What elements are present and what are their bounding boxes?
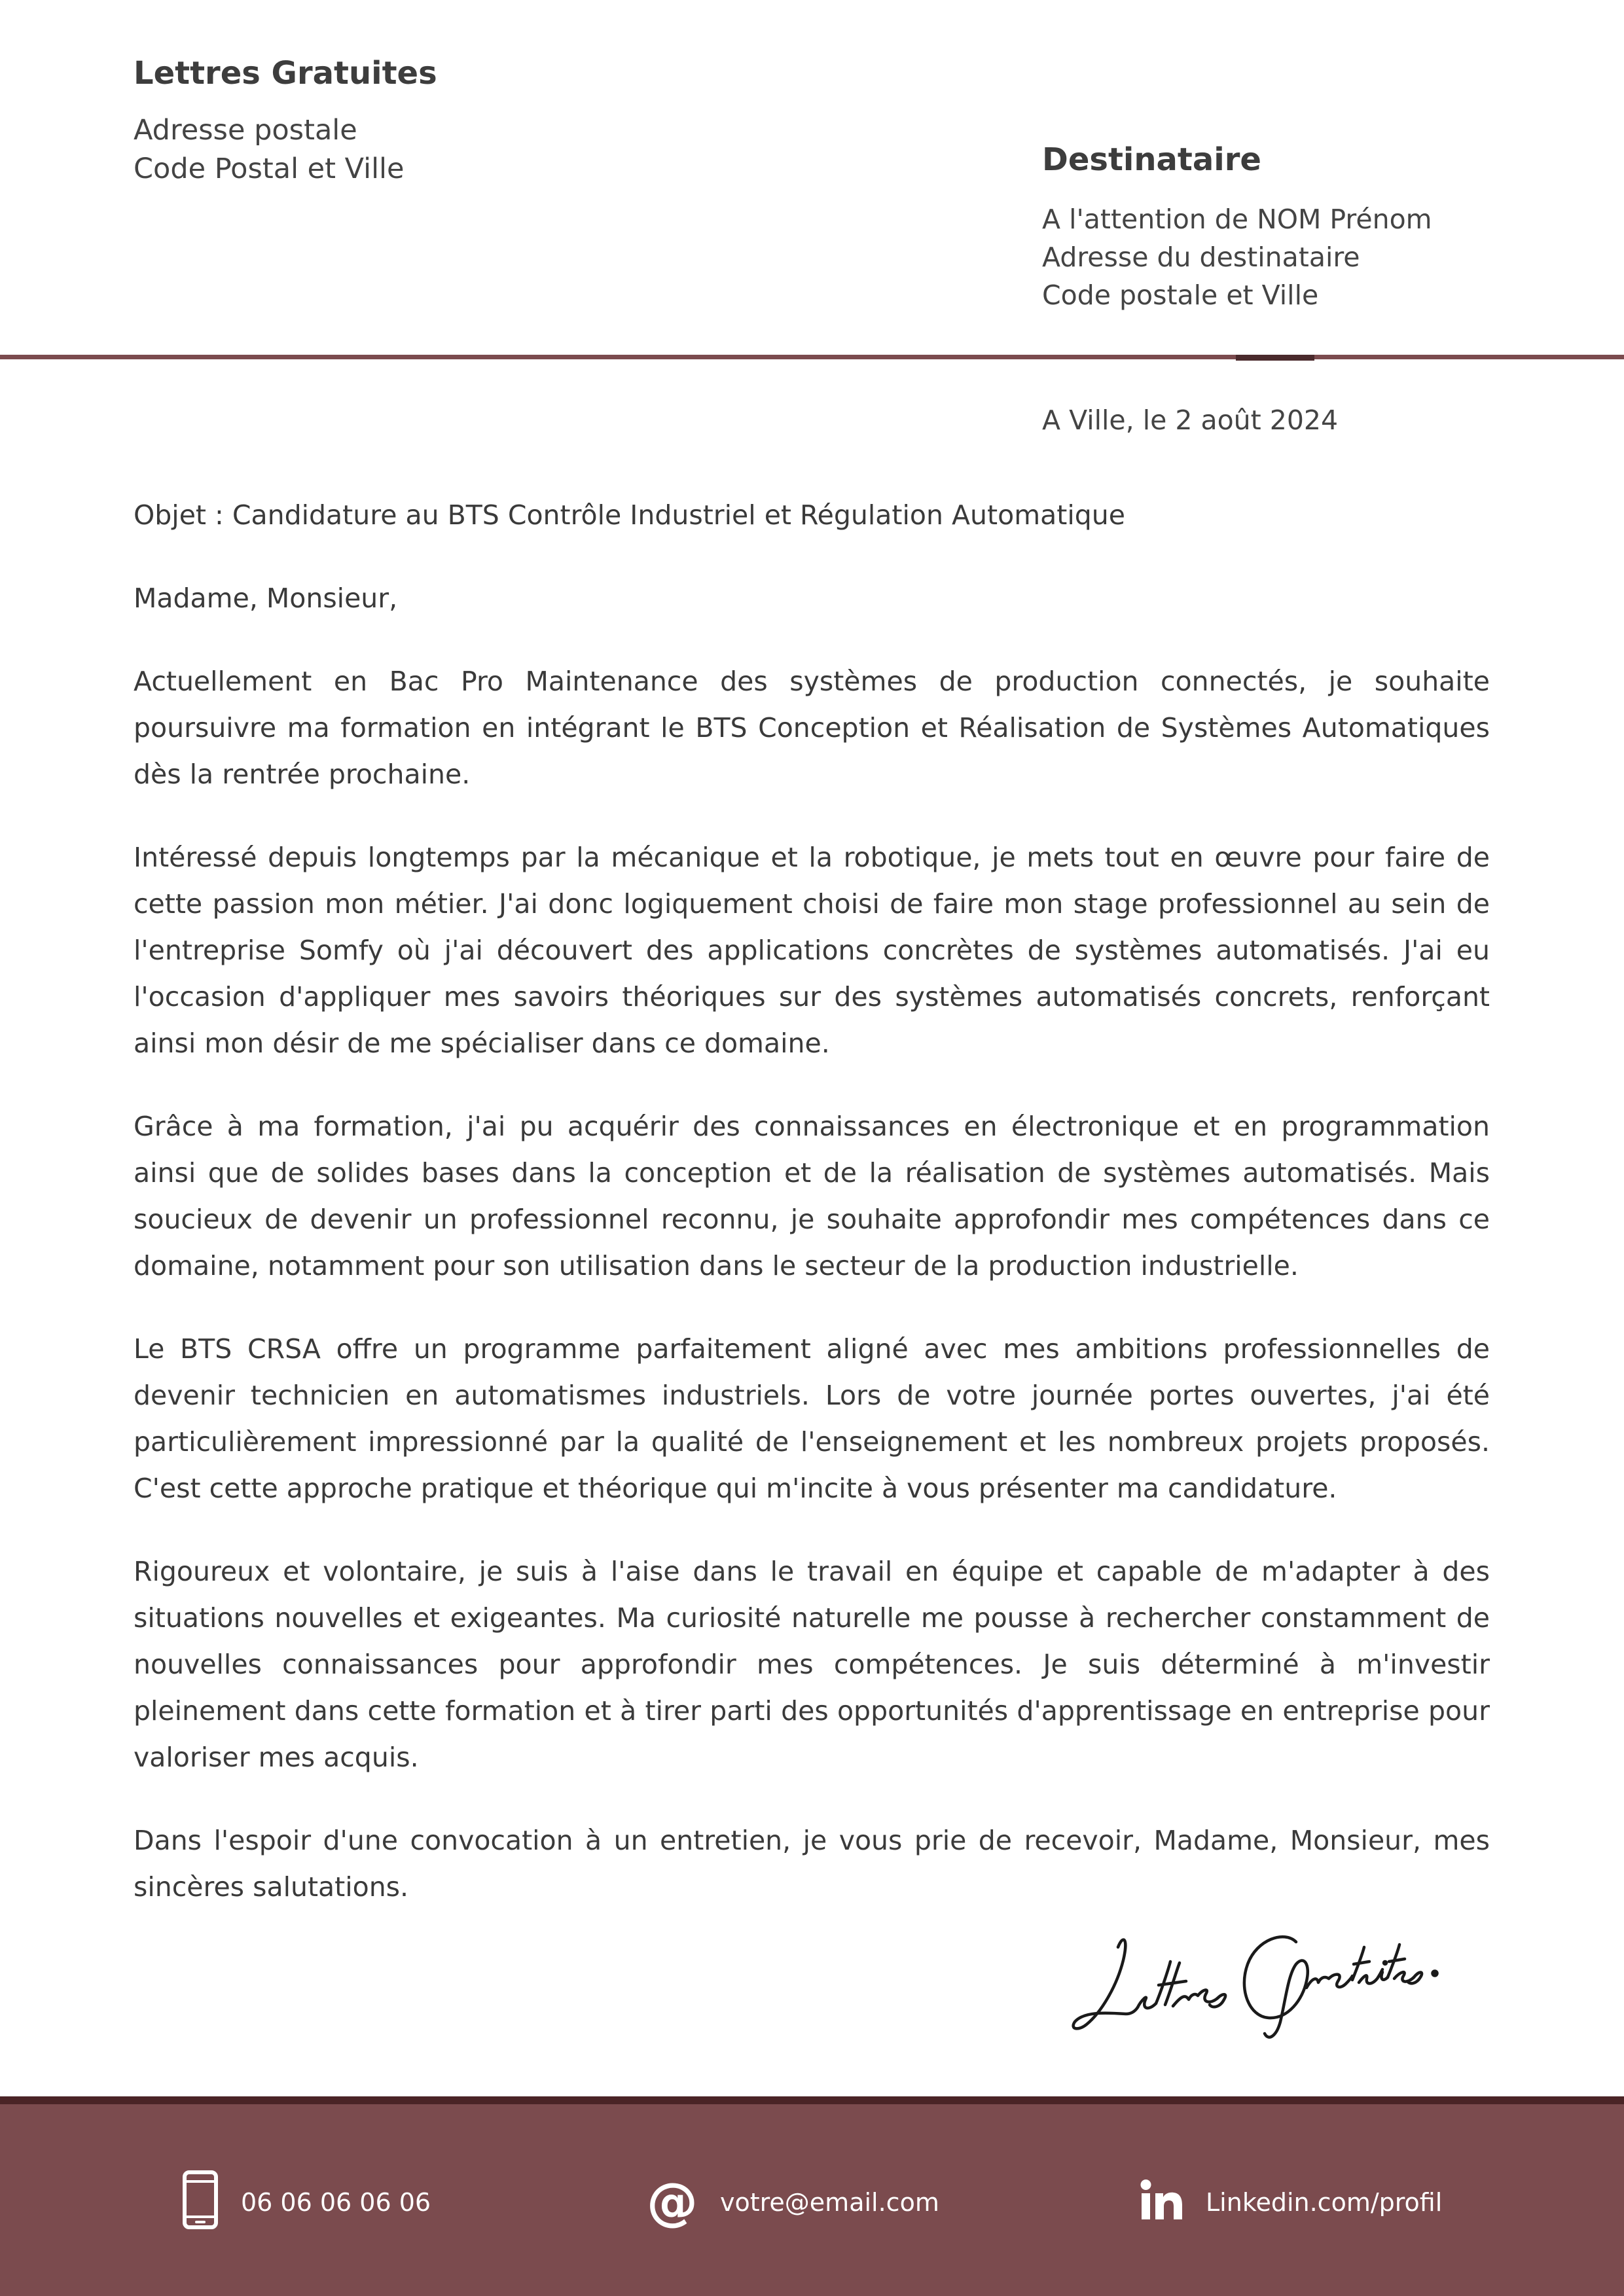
recipient-address-block [1042,200,1432,314]
letter-closing: Dans l'espoir d'une convocation à un entretien, je vous prie de recevoir, Madame, Monsieur, mes sincères salutations. [134,1825,1490,1903]
letter-paragraph: Intéressé depuis longtemps par la mécanique et la robotique, je mets tout en œuvre pour faire de cette passion mon métier. J'ai donc logiquement choisi de faire mon stage professionnel au sein de l'entreprise Somfy où j'ai découvert des applications concrètes de systèmes automatisés. J'ai eu l'occasion d'appliquer mes savoirs théoriques sur des systèmes automatisés concrets, renforçant ainsi mon désir de me spécialiser dans ce domaine. [134,842,1490,1059]
header-divider [0,355,1624,359]
recipient-title: Destinataire [1042,141,1261,178]
linkedin-icon [1140,2179,1183,2227]
letter-object: Objet : Candidature au BTS Contrôle Industriel et Régulation Automatique [134,499,1125,531]
letter-body [134,492,1490,1947]
smartphone-icon [182,2170,219,2236]
linkedin-profile[interactable]: Linkedin.com/profil [1206,2188,1443,2217]
letter-paragraph: Rigoureux et volontaire, je suis à l'aise dans le travail en équipe et capable de m'adapter à des situations nouvelles et exigeantes. Ma curiosité naturelle me pousse à rechercher constamment de nouvelles connaissances pour approfondir mes compétences. Je suis déterminé à m'investir pleinement dans cette formation et à tirer parti des opportunités d'apprentissage en entreprise pour valoriser mes acquis. [134,1556,1490,1773]
sender-name: Lettres Gratuites [134,55,437,92]
letter-salutation: Madame, Monsieur, [134,583,398,614]
email-address[interactable]: votre@email.com [720,2188,939,2217]
sender-address: Adresse postale [134,114,357,147]
contact-email [647,2173,939,2232]
letter-paragraph: Actuellement en Bac Pro Maintenance des systèmes de production connectés, je souhaite poursuivre ma formation en intégrant le BTS Conception et Réalisation de Systèmes Automatiques dès la rentrée prochaine. [134,666,1490,790]
sender-address-block [134,111,404,188]
signature [1060,1901,1453,2058]
contact-phone [182,2173,431,2232]
at-sign-icon: @ [647,2173,698,2232]
recipient-attention: A l'attention de NOM Prénom [1042,204,1432,235]
letter-paragraph: Le BTS CRSA offre un programme parfaitement aligné avec mes ambitions professionnelles de devenir technicien en automatismes industriels. Lors de votre journée portes ouvertes, j'ai été particulièrement impressionné par la qualité de l'enseignement et les nombreux projets proposés. C'est cette approche pratique et théorique qui m'incite à vous présenter ma candidature. [134,1333,1490,1504]
recipient-address: Adresse du destinataire [1042,242,1360,273]
contact-linkedin [1140,2173,1442,2232]
letter-date: A Ville, le 2 août 2024 [1042,404,1339,436]
recipient-city: Code postale et Ville [1042,279,1319,311]
letter-paragraph: Grâce à ma formation, j'ai pu acquérir des connaissances en électronique et en programmation ainsi que de solides bases dans la conception et de la réalisation de systèmes automatisés. Mais soucieux de devenir un professionnel reconnu, je souhaite approfondir mes compétences dans ce domaine, notamment pour son utilisation dans le secteur de la production industrielle. [134,1111,1490,1282]
header-divider-accent [1236,355,1314,361]
sender-city: Code Postal et Ville [134,152,405,185]
footer-top-band [0,2096,1624,2104]
phone-number[interactable]: 06 06 06 06 06 [241,2188,431,2217]
